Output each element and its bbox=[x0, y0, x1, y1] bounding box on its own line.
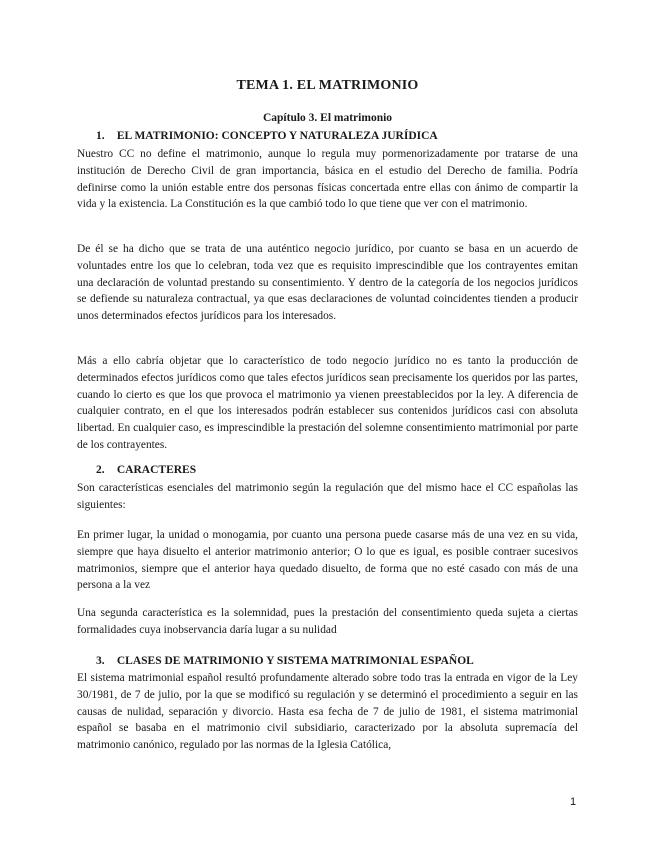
document-title: TEMA 1. EL MATRIMONIO bbox=[236, 78, 419, 93]
paragraph: En primer lugar, la unidad o monogamia, por cuanto una persona puede casarse más de una vez en su vida, siempre que haya disuelto el anterior matrimonio anterior; O lo que es igual, es posible contraer sucesivos matrimonios, siempre que el anterior haya quedado disuelto, de forma que no esté casado con más de una persona a la vez bbox=[77, 529, 578, 592]
paragraph: De él se ha dicho que se trata de una auténtico negocio jurídico, por cuanto se basa en un acuerdo de voluntades entre los que lo celebran, toda vez que es requisito imprescindible que los contrayentes emitan una declaración de voluntad prestando su consentimiento. Y dentro de la categoría de los negocios jurídicos se defiende su naturaleza contractual, ya que esas declaraciones de voluntad coincidentes tienden a producir unos determinados efectos jurídicos para los interesados. bbox=[77, 243, 578, 323]
section-heading-concepto bbox=[96, 130, 438, 142]
section-heading-text: EL MATRIMONIO: CONCEPTO Y NATURALEZA JURÍDICA bbox=[116, 130, 438, 142]
paragraph: Más a ello cabría objetar que lo característico de todo negocio jurídico no es tanto la producción de determinados efectos jurídicos como que tales efectos jurídicos sean precisamente los queridos por las partes, cuando lo cierto es que los que provoca el matrimonio ya vienen preestablecidos por la ley. A diferencia de cualquier contrato, en el que los interesados podrán establecer sus contenidos jurídicos casi con absoluta libertad. En cualquier caso, es imprescindible la prestación del solemne consentimiento matrimonial por parte de los contrayentes. bbox=[77, 355, 578, 451]
section-number: 2. bbox=[96, 464, 105, 476]
section-heading-clases bbox=[96, 655, 474, 667]
section-heading-text: CARACTERES bbox=[116, 464, 197, 476]
section-number: 1. bbox=[96, 130, 105, 142]
section-heading-text: CLASES DE MATRIMONIO Y SISTEMA MATRIMONIAL ESPAÑOL bbox=[116, 655, 474, 667]
paragraph: Son características esenciales del matrimonio según la regulación que del mismo hace el CC españolas las siguientes: bbox=[77, 482, 578, 511]
section-number: 3. bbox=[96, 655, 105, 667]
section-heading-caracteres bbox=[96, 464, 196, 476]
paragraph: El sistema matrimonial español resultó profundamente alterado sobre todo tras la entrada en vigor de la Ley 30/1981, de 7 de julio, por la que se modificó su regulación y se determinó el procedimiento a seguir en las causas de nulidad, separación y divorcio. Hasta esa fecha de 7 de julio de 1981, el sistema matrimonial español se basaba en el matrimonio civil subsidiario, caracterizado por la absoluta supremacía del matrimonio canónico, regulado por las normas de la Iglesia Católica, bbox=[77, 672, 578, 752]
paragraph: Una segunda característica es la solemnidad, pues la prestación del consentimiento queda sujeta a ciertas formalidades cuya inobservancia daría lugar a su nulidad bbox=[77, 607, 578, 636]
paragraph: Nuestro CC no define el matrimonio, aunque lo regula muy pormenorizadamente por tratarse de una institución de Derecho Civil de gran importancia, básica en el estudio del Derecho de familia. Podría definirse como la unión estable entre dos personas físicas concertada entre ellas con ánimo de compartir la vida y la existencia. La Constitución es la que cambió todo lo que tiene que ver con el matrimonio. bbox=[77, 148, 578, 211]
page-number: 1 bbox=[570, 796, 577, 808]
chapter-title: Capítulo 3. El matrimonio bbox=[262, 112, 393, 124]
